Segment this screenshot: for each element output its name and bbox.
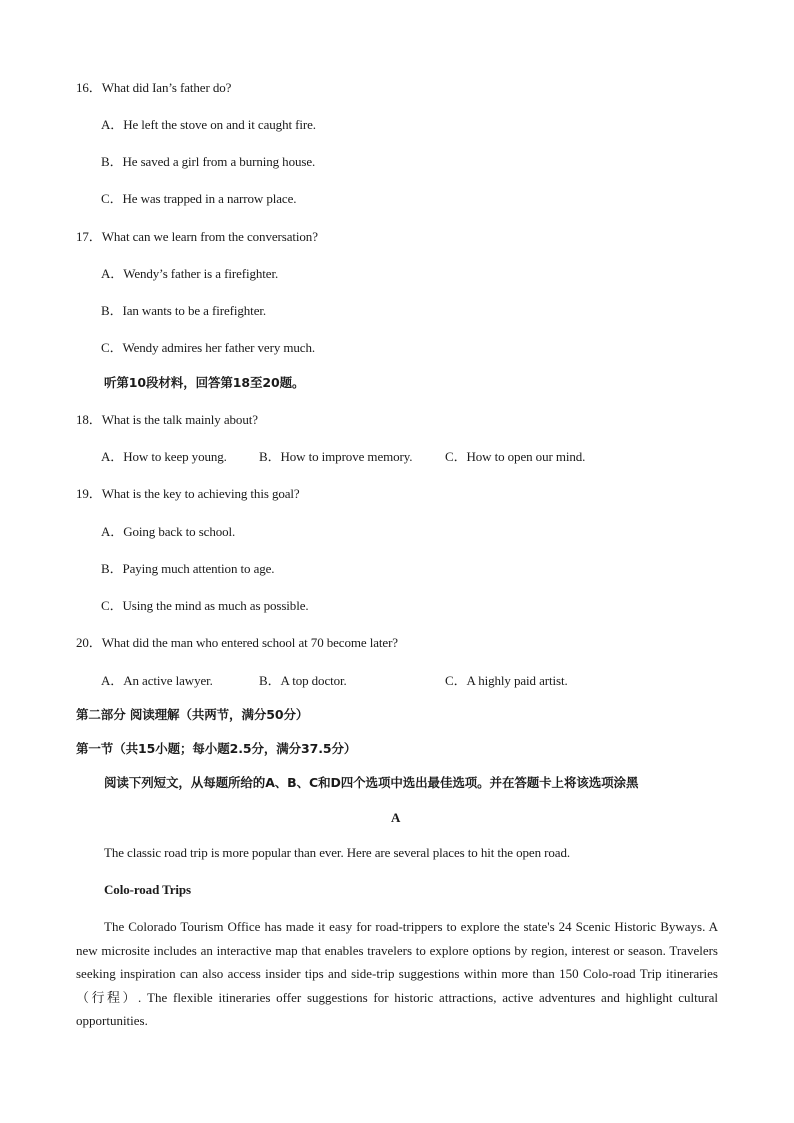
question-18-option-a: A．How to keep young.	[101, 449, 227, 464]
question-18-stem: 18．What is the talk mainly about?	[76, 412, 258, 427]
question-20-option-b: B．A top doctor.	[259, 673, 347, 688]
question-16-option-b: B．He saved a girl from a burning house.	[101, 154, 316, 169]
question-17-option-c: C．Wendy admires her father very much.	[101, 340, 316, 355]
passage-intro: The classic road trip is more popular than ever. Here are several places to hit the open road.	[104, 845, 570, 860]
part-two-title: 第二部分 阅读理解（共两节，满分50分）	[76, 707, 309, 722]
question-18-option-c: C．How to open our mind.	[445, 449, 586, 464]
question-19-stem: 19．What is the key to achieving this goal?	[76, 486, 300, 501]
question-16-option-a: A．He left the stove on and it caught fire.	[101, 117, 316, 132]
section-10-instruction: 听第10段材料，回答第18至20题。	[104, 375, 305, 390]
passage-subheading: Colo-road Trips	[104, 882, 191, 897]
question-19-option-a: A．Going back to school.	[101, 524, 236, 539]
question-20-stem: 20．What did the man who entered school at 70 become later?	[76, 635, 398, 650]
reading-instruction: 阅读下列短文，从每题所给的A、B、C和D四个选项中选出最佳选项。并在答题卡上将该选项涂黑	[104, 775, 639, 790]
passage-paragraph: The Colorado Tourism Office has made it easy for road-trippers to explore the state's 24 Scenic Historic Byways. A new microsite includes an interactive map that enables travelers to explore options by region, interest or season. Travelers seeking inspiration can also access insider tips and side-trip suggestions within more than 150 Colo-road Trip itineraries（行程）. The flexible itineraries offer suggestions for historic attractions, active adventures and highlight cultural opportunities.	[76, 919, 718, 1028]
question-20-option-c: C．A highly paid artist.	[445, 673, 568, 688]
question-19-option-b: B．Paying much attention to age.	[101, 561, 275, 576]
section-one-title: 第一节（共15小题；每小题2.5分，满分37.5分）	[76, 741, 357, 756]
passage-label: A	[391, 810, 401, 825]
question-16-option-c: C．He was trapped in a narrow place.	[101, 191, 297, 206]
question-17-stem: 17．What can we learn from the conversation?	[76, 229, 318, 244]
question-20-option-a: A．An active lawyer.	[101, 673, 213, 688]
question-17-option-a: A．Wendy’s father is a firefighter.	[101, 266, 279, 281]
question-16-stem: 16．What did Ian’s father do?	[76, 80, 232, 95]
question-18-option-b: B．How to improve memory.	[259, 449, 413, 464]
question-19-option-c: C．Using the mind as much as possible.	[101, 598, 309, 613]
question-17-option-b: B．Ian wants to be a firefighter.	[101, 303, 267, 318]
